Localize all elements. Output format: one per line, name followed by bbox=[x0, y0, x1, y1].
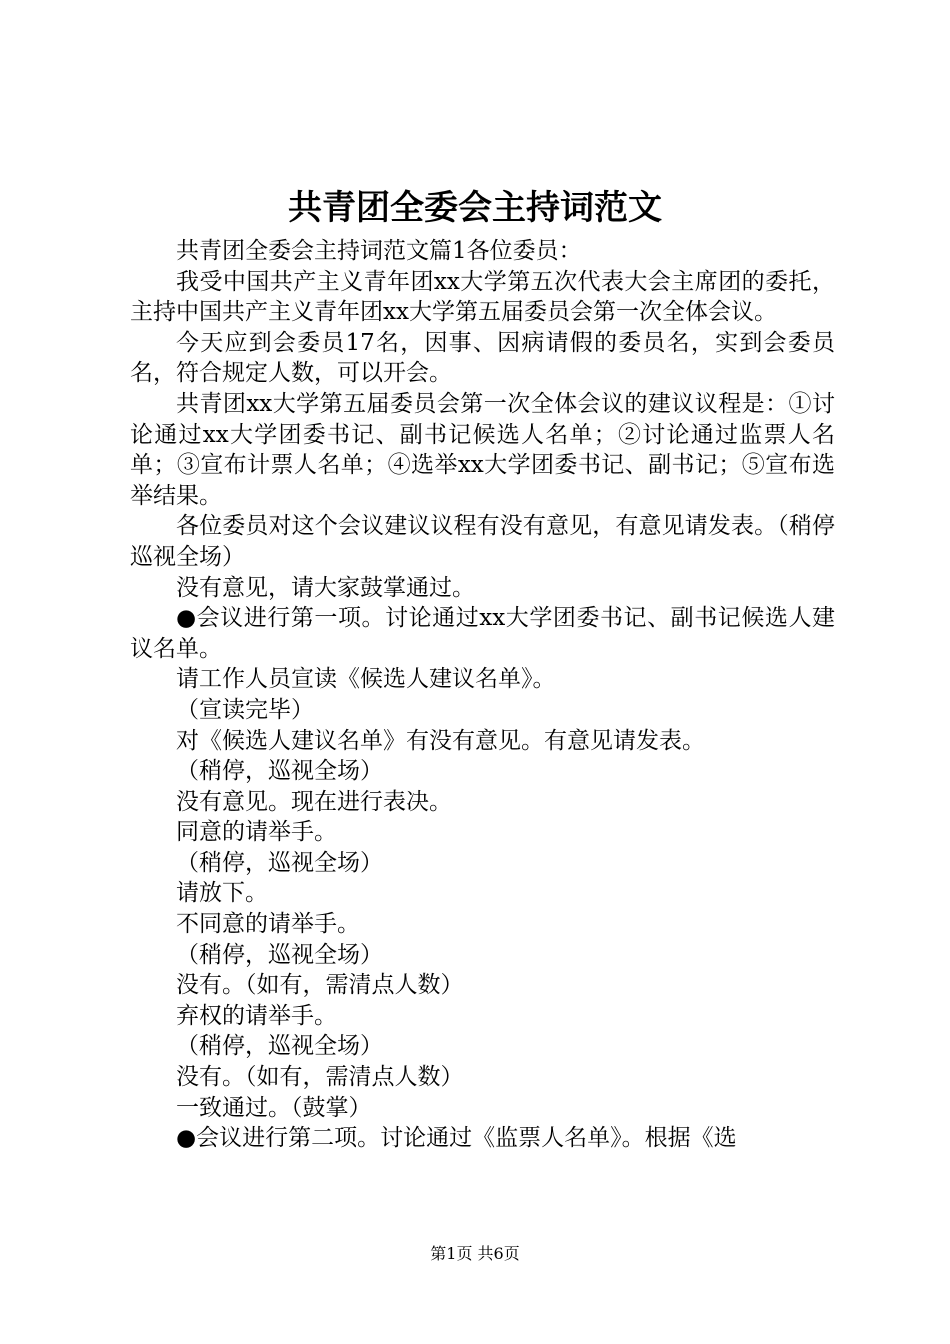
paragraph: 共青团全委会主持词范文篇1各位委员： bbox=[176, 238, 582, 264]
paragraph: 一致通过。（鼓掌） bbox=[176, 1094, 372, 1121]
paragraph: ●会议进行第一项。讨论通过xx大学团委书记、副书记候选人建议名单。 bbox=[130, 605, 835, 662]
paragraph: 同意的请举手。 bbox=[176, 819, 337, 846]
paragraph: 弃权的请举手。 bbox=[176, 1002, 337, 1029]
paragraph: 没有意见。现在进行表决。 bbox=[176, 788, 452, 815]
paragraph: 没有。（如有，需清点人数） bbox=[176, 972, 464, 999]
paragraph: 我受中国共产主义青年团xx大学第五次代表大会主席团的委托，主持中国共产主义青年团xx大学第五届委员会第一次全体会议。 bbox=[130, 268, 835, 326]
paragraph: ●会议进行第二项。讨论通过《监票人名单》。根据《选 bbox=[176, 1125, 737, 1152]
paragraph: （稍停，巡视全场） bbox=[176, 941, 383, 968]
paragraph: 共青团xx大学第五届委员会第一次全体会议的建议议程是：①讨论通过xx大学团委书记、副书记候选人名单；②讨论通过监票人名单；③宣布计票人名单；④选举xx大学团委书记、副书记；⑤宣布选举结果。 bbox=[130, 390, 835, 509]
paragraph: （稍停，巡视全场） bbox=[176, 849, 383, 876]
paragraph: 没有。（如有，需清点人数） bbox=[176, 1064, 464, 1091]
paragraph: 不同意的请举手。 bbox=[176, 911, 360, 938]
paragraph: 对《候选人建议名单》有没有意见。有意见请发表。 bbox=[176, 727, 705, 754]
paragraph: （宣读完毕） bbox=[176, 696, 314, 723]
paragraph: （稍停，巡视全场） bbox=[176, 758, 383, 785]
paragraph: 请放下。 bbox=[176, 880, 268, 907]
paragraph: 各位委员对这个会议建议议程有没有意见，有意见请发表。（稍停巡视全场） bbox=[130, 513, 835, 570]
paragraph: 没有意见，请大家鼓掌通过。 bbox=[176, 574, 475, 601]
document-title: 共青团全委会主持词范文 bbox=[288, 188, 662, 228]
paragraph: 今天应到会委员17名，因事、因病请假的委员名，实到会委员名，符合规定人数，可以开会。 bbox=[130, 329, 835, 387]
page-footer: 第1页 共6页 bbox=[430, 1244, 520, 1263]
paragraph: （稍停，巡视全场） bbox=[176, 1033, 383, 1060]
document-body bbox=[130, 236, 835, 1154]
paragraph: 请工作人员宣读《候选人建议名单》。 bbox=[176, 666, 556, 693]
